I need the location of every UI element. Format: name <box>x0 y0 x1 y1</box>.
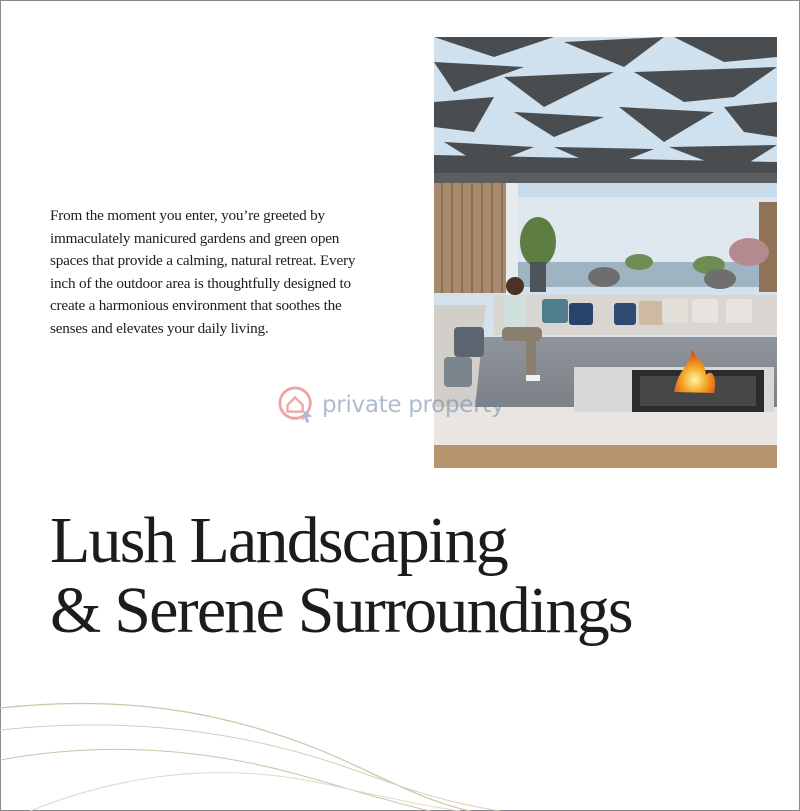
headline-line-2: & Serene Surroundings <box>50 574 632 647</box>
intro-paragraph: From the moment you enter, you’re greeted by immaculately manicured gardens and green open spaces that provide a calming, natural retreat. Every inch of the outdoor area is thoughtfully designed to create a harmonious environment that soothes the senses and elevates your daily living. <box>50 207 356 337</box>
watermark-text: private property <box>322 392 505 418</box>
headline-line-1: Lush Landscaping <box>50 504 507 577</box>
decorative-curves <box>0 690 800 811</box>
watermark <box>278 384 504 426</box>
headline <box>50 506 770 646</box>
house-pin-icon <box>278 386 316 424</box>
